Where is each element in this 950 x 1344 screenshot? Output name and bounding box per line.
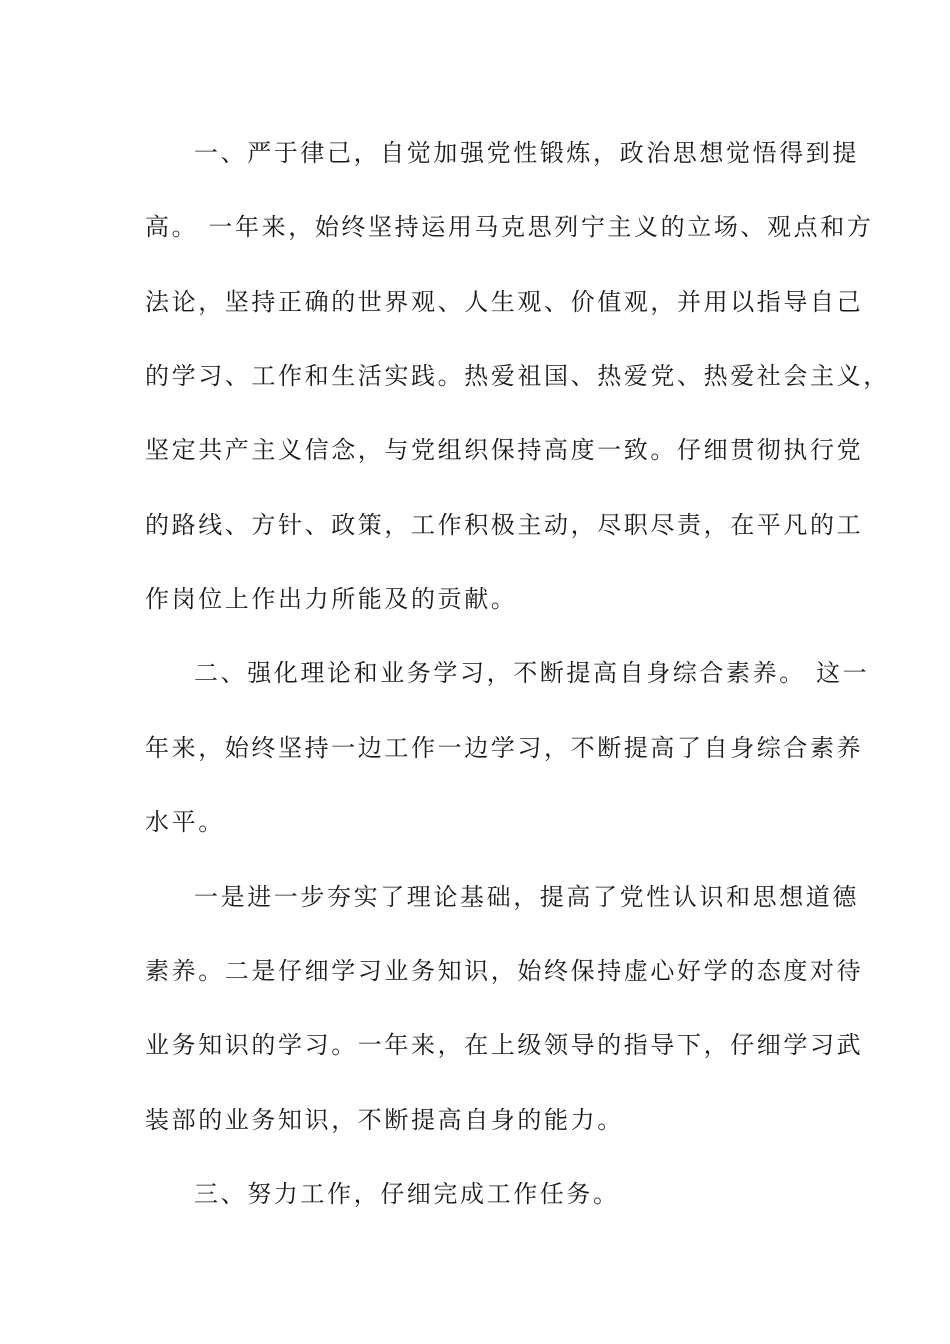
paragraph-1-line-7: 作岗位上作出力所能及的贡献。 (145, 585, 518, 613)
paragraph-3-line-1: 一是进一步夯实了理论基础，提高了党性认识和思想道德 (194, 883, 859, 911)
paragraph-1-line-6: 的路线、方针、政策，工作积极主动，尽职尽责，在平凡的工 (145, 511, 864, 539)
paragraph-1-line-4: 的学习、工作和生活实践。热爱祖国、热爱党、热爱社会主义， (145, 362, 890, 390)
paragraph-3-line-4: 装部的业务知识，不断提高自身的能力。 (145, 1106, 624, 1134)
paragraph-1-line-3: 法论，坚持正确的世界观、人生观、价值观，并用以指导自己 (145, 288, 864, 316)
paragraph-1-line-2: 高。 一年来，始终坚持运用马克思列宁主义的立场、观点和方 (145, 213, 874, 241)
paragraph-1-line-1: 一、严于律己，自觉加强党性锻炼，政治思想觉悟得到提 (194, 139, 859, 167)
paragraph-2-line-2: 年来，始终坚持一边工作一边学习，不断提高了自身综合素养 (145, 734, 864, 762)
paragraph-1-line-5: 坚定共产主义信念，与党组织保持高度一致。仔细贯彻执行党 (145, 436, 864, 464)
paragraph-3-line-3: 业务知识的学习。一年来，在上级领导的指导下，仔细学习武 (145, 1031, 864, 1059)
paragraph-2-line-1: 二、强化理论和业务学习，不断提高自身综合素养。 这一 (194, 659, 870, 687)
paragraph-2-line-3: 水平。 (145, 808, 225, 836)
paragraph-4-line-1: 三、努力工作，仔细完成工作任务。 (194, 1180, 620, 1208)
paragraph-3-line-2: 素养。二是仔细学习业务知识，始终保持虚心好学的态度对待 (145, 957, 864, 985)
